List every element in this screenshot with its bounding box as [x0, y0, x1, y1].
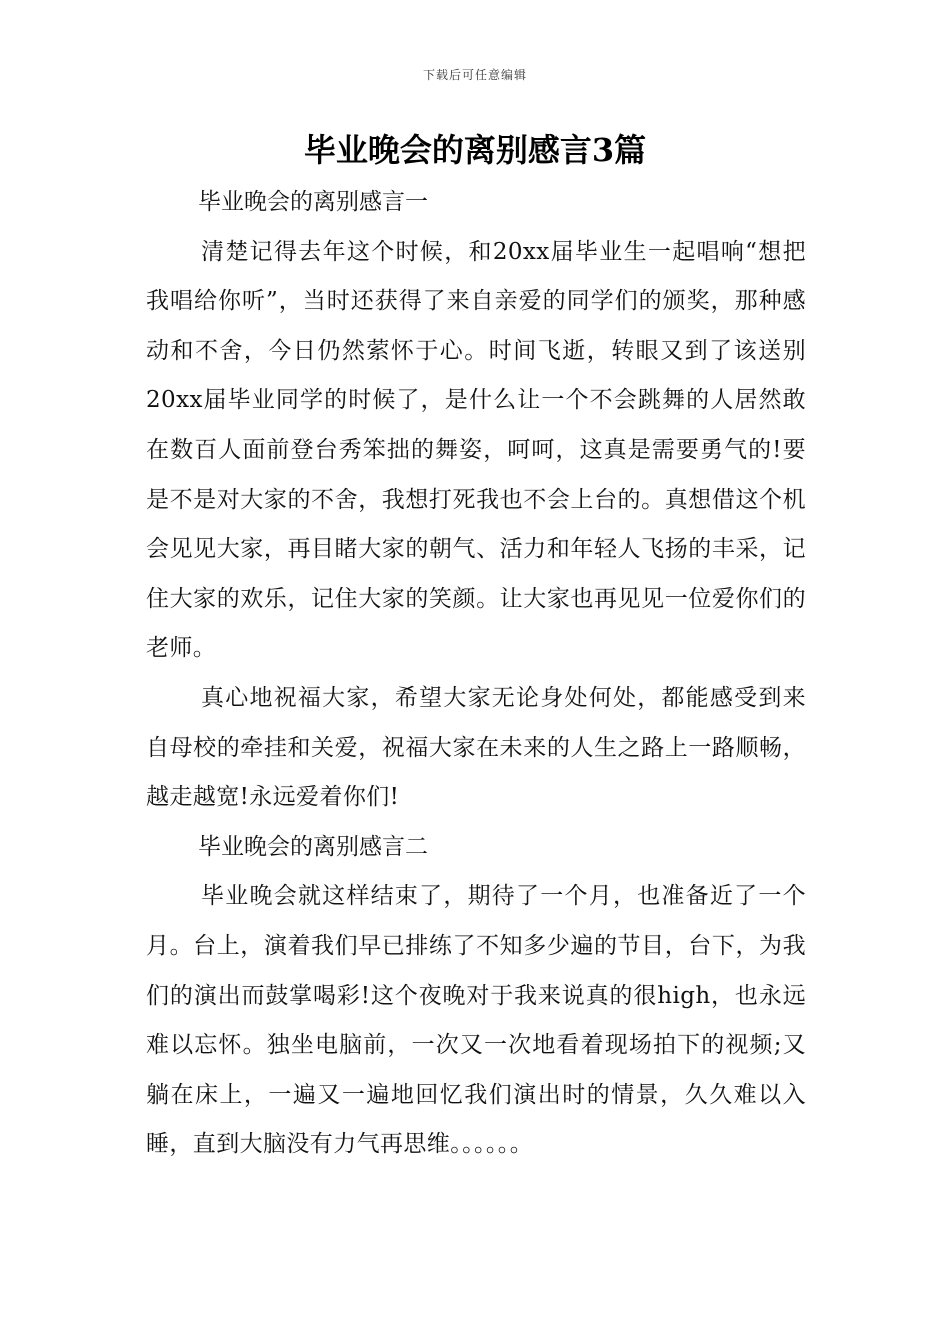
header-note: 下载后可任意编辑	[422, 68, 527, 82]
section-heading: 毕业晚会的离别感言一	[198, 189, 428, 215]
section-2	[146, 823, 806, 1170]
section-heading: 毕业晚会的离别感言二	[198, 833, 428, 860]
section-1	[146, 178, 806, 823]
document-title: 毕业晚会的离别感言3篇	[303, 131, 647, 169]
paragraph: 真心地祝福大家，希望大家无论身处何处，都能感受到来自母校的牵挂和关爱，祝福大家在未来的人生之路上一路顺畅，越走越宽!永远爱着你们!	[146, 684, 806, 811]
paragraph: 毕业晚会就这样结束了，期待了一个月，也准备近了一个月。台上，演着我们早已排练了不知多少遍的节目，台下，为我们的演出而鼓掌喝彩!这个夜晚对于我来说真的很high，也永远难以忘怀。独坐电脑前，一次又一次地看着现场拍下的视频;又躺在床上，一遍又一遍地回忆我们演出时的情景，久久难以入睡，直到大脑没有力气再思维。。。。。。	[146, 883, 806, 1158]
document-body	[146, 178, 806, 1170]
paragraph: 清楚记得去年这个时候，和20xx届毕业生一起唱响“想把我唱给你听”，当时还获得了来自亲爱的同学们的颁奖，那种感动和不舍，今日仍然萦怀于心。时间飞逝，转眼又到了该送别20xx届毕业同学的时候了，是什么让一个不会跳舞的人居然敢在数百人面前登台秀笨拙的舞姿，呵呵，这真是需要勇气的!要是不是对大家的不舍，我想打死我也不会上台的。真想借这个机会见见大家，再目睹大家的朝气、活力和年轻人飞扬的丰采，记住大家的欢乐，记住大家的笑颜。让大家也再见见一位爱你们的老师。	[146, 238, 806, 662]
